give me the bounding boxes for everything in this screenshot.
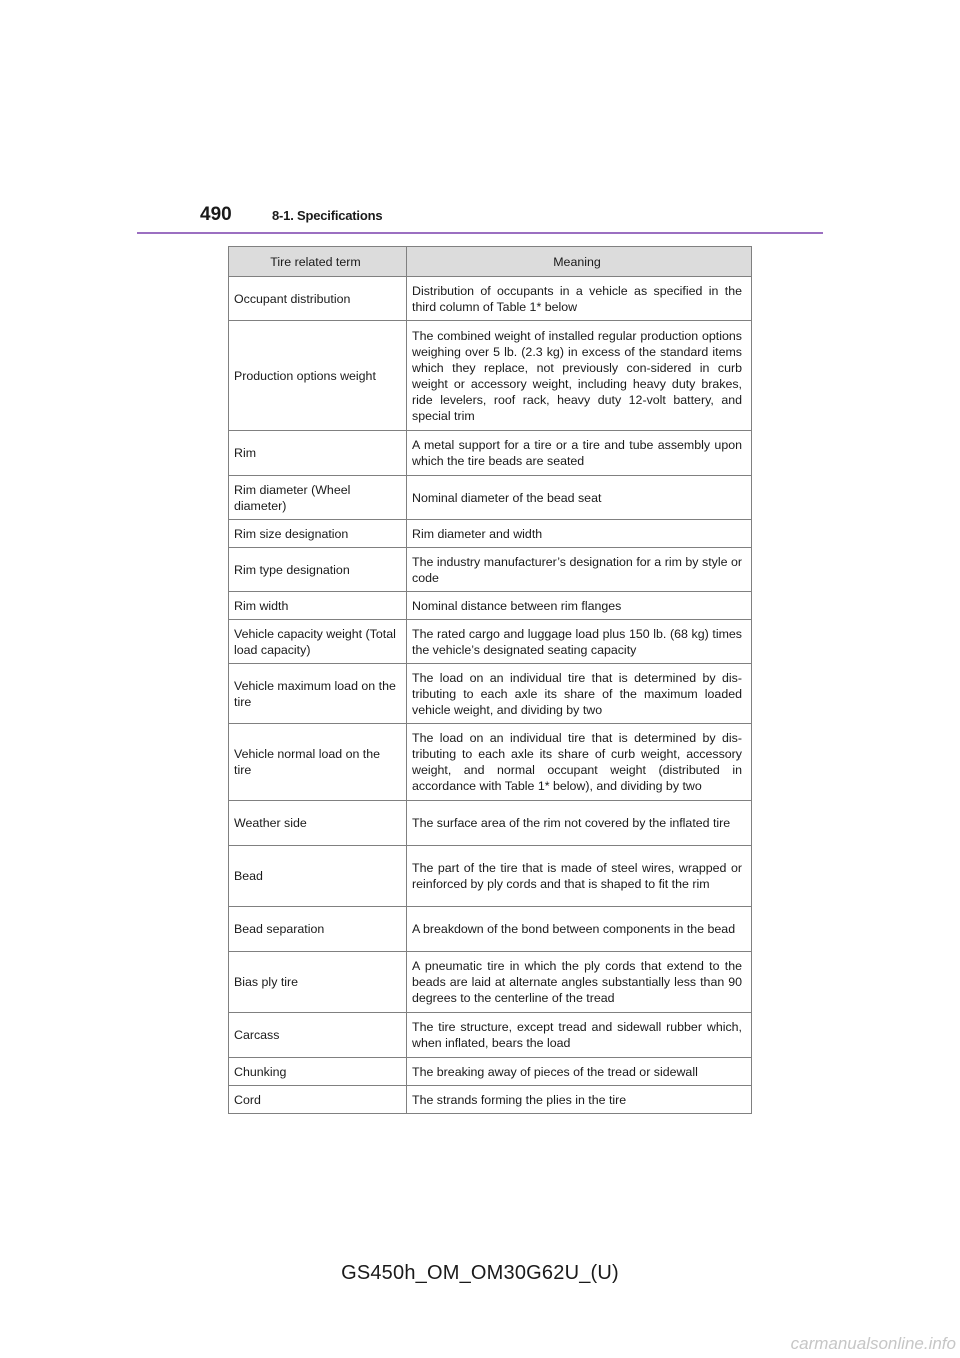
meaning-cell: Nominal distance between rim flanges bbox=[407, 592, 752, 620]
table-row bbox=[229, 548, 752, 592]
table-body bbox=[229, 277, 752, 1114]
watermark: carmanualsonline.info bbox=[790, 1334, 956, 1353]
table-row bbox=[229, 1086, 752, 1114]
meaning-cell: A pneumatic tire in which the ply cords that extend to the beads are laid at alternate angles substantially less than 90 degrees to the centerline of the tread bbox=[407, 952, 752, 1013]
meaning-cell: The load on an individual tire that is determined by dis-tributing to each axle its share of the maximum loaded vehicle weight, and dividing by two bbox=[407, 664, 752, 724]
meaning-cell: The strands forming the plies in the tire bbox=[407, 1086, 752, 1114]
table-row bbox=[229, 1013, 752, 1058]
table-row bbox=[229, 846, 752, 907]
column-header-meaning: Meaning bbox=[407, 247, 752, 277]
meaning-cell: A metal support for a tire or a tire and tube assembly upon which the tire beads are seated bbox=[407, 431, 752, 476]
meaning-cell: Nominal diameter of the bead seat bbox=[407, 476, 752, 520]
table-row bbox=[229, 431, 752, 476]
document-code: GS450h_OM_OM30G62U_(U) bbox=[341, 1262, 619, 1284]
page-number: 490 bbox=[200, 204, 232, 225]
table-row bbox=[229, 321, 752, 431]
term-cell: Bead separation bbox=[229, 907, 407, 952]
term-cell: Bias ply tire bbox=[229, 952, 407, 1013]
term-cell: Rim width bbox=[229, 592, 407, 620]
meaning-cell: The rated cargo and luggage load plus 150 lb. (68 kg) times the vehicle’s designated seating capacity bbox=[407, 620, 752, 664]
meaning-cell: The part of the tire that is made of steel wires, wrapped or reinforced by ply cords and that is shaped to fit the rim bbox=[407, 846, 752, 907]
meaning-cell: The breaking away of pieces of the tread or sidewall bbox=[407, 1058, 752, 1086]
table-row bbox=[229, 476, 752, 520]
term-cell: Rim size designation bbox=[229, 520, 407, 548]
term-cell: Chunking bbox=[229, 1058, 407, 1086]
term-cell: Occupant distribution bbox=[229, 277, 407, 321]
term-cell: Rim bbox=[229, 431, 407, 476]
meaning-cell: The surface area of the rim not covered by the inflated tire bbox=[407, 801, 752, 846]
table-row bbox=[229, 592, 752, 620]
term-cell: Bead bbox=[229, 846, 407, 907]
table-row bbox=[229, 952, 752, 1013]
column-header-term: Tire related term bbox=[229, 247, 407, 277]
table-row bbox=[229, 664, 752, 724]
table-row bbox=[229, 520, 752, 548]
term-cell: Rim type designation bbox=[229, 548, 407, 592]
table-row bbox=[229, 1058, 752, 1086]
section-title: 8-1. Specifications bbox=[272, 208, 383, 223]
term-cell: Production options weight bbox=[229, 321, 407, 431]
meaning-cell: The load on an individual tire that is determined by dis-tributing to each axle its share of curb weight, accessory weight, and normal occupant weight (distributed in accordance with Table 1* below), and dividing by two bbox=[407, 724, 752, 801]
term-cell: Rim diameter (Wheel diameter) bbox=[229, 476, 407, 520]
term-cell: Vehicle capacity weight (Total load capacity) bbox=[229, 620, 407, 664]
term-cell: Weather side bbox=[229, 801, 407, 846]
meaning-cell: The tire structure, except tread and sidewall rubber which, when inflated, bears the load bbox=[407, 1013, 752, 1058]
tire-terms-table bbox=[228, 246, 752, 1114]
table-header-row bbox=[229, 247, 752, 277]
meaning-cell: Distribution of occupants in a vehicle as specified in the third column of Table 1* below bbox=[407, 277, 752, 321]
page-header bbox=[200, 204, 382, 226]
table-row bbox=[229, 724, 752, 801]
term-cell: Vehicle normal load on the tire bbox=[229, 724, 407, 801]
table-row bbox=[229, 907, 752, 952]
header-divider bbox=[137, 232, 823, 234]
meaning-cell: A breakdown of the bond between components in the bead bbox=[407, 907, 752, 952]
term-cell: Carcass bbox=[229, 1013, 407, 1058]
table-row bbox=[229, 277, 752, 321]
table-row bbox=[229, 620, 752, 664]
meaning-cell: The combined weight of installed regular production options weighing over 5 lb. (2.3 kg) in excess of the standard items which they replace, not previously con-sidered in curb weight or accessory weight, including heavy duty brakes, ride levelers, roof rack, heavy duty 12-volt battery, and special trim bbox=[407, 321, 752, 431]
meaning-cell: The industry manufacturer’s designation for a rim by style or code bbox=[407, 548, 752, 592]
meaning-cell: Rim diameter and width bbox=[407, 520, 752, 548]
term-cell: Vehicle maximum load on the tire bbox=[229, 664, 407, 724]
term-cell: Cord bbox=[229, 1086, 407, 1114]
table-row bbox=[229, 801, 752, 846]
